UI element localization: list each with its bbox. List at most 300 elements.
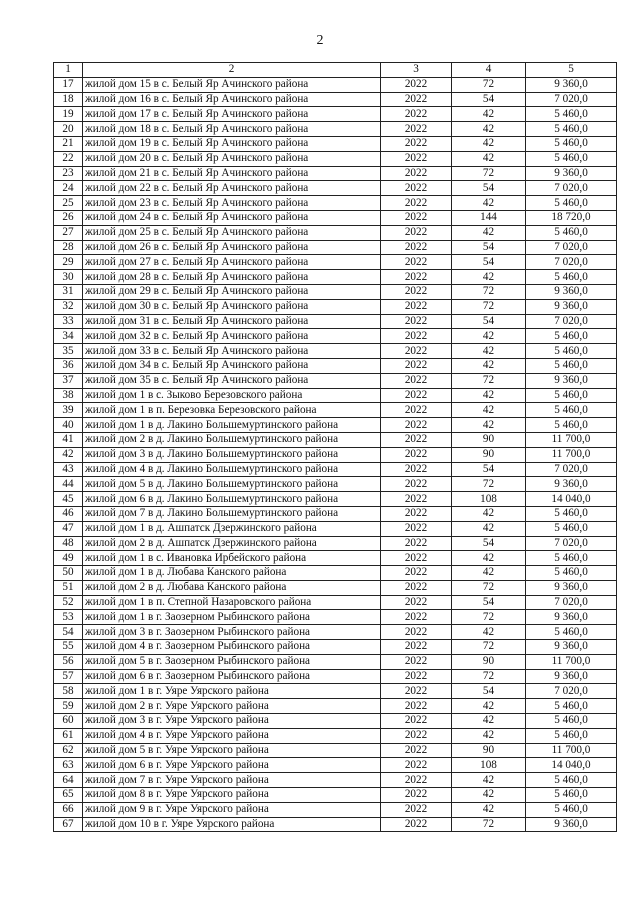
area-cell: 42	[452, 136, 526, 151]
row-number-cell: 38	[54, 388, 83, 403]
amount-cell: 5 460,0	[526, 388, 617, 403]
table-row	[54, 181, 617, 196]
row-number-cell: 20	[54, 122, 83, 137]
year-cell: 2022	[381, 151, 452, 166]
object-name-cell: жилой дом 19 в с. Белый Яр Ачинского района	[83, 136, 381, 151]
row-number-cell: 18	[54, 92, 83, 107]
object-name-cell: жилой дом 34 в с. Белый Яр Ачинского района	[83, 358, 381, 373]
year-cell: 2022	[381, 344, 452, 359]
amount-cell: 5 460,0	[526, 107, 617, 122]
amount-cell: 5 460,0	[526, 329, 617, 344]
amount-cell: 5 460,0	[526, 788, 617, 803]
object-name-cell: жилой дом 2 в д. Любава Канского района	[83, 580, 381, 595]
year-cell: 2022	[381, 566, 452, 581]
table-row	[54, 699, 617, 714]
area-cell: 54	[452, 536, 526, 551]
area-cell: 90	[452, 654, 526, 669]
table-row	[54, 255, 617, 270]
year-cell: 2022	[381, 77, 452, 92]
amount-cell: 9 360,0	[526, 299, 617, 314]
area-cell: 42	[452, 225, 526, 240]
amount-cell: 11 700,0	[526, 432, 617, 447]
row-number-cell: 67	[54, 817, 83, 832]
object-name-cell: жилой дом 9 в г. Уяре Уярского района	[83, 802, 381, 817]
row-number-cell: 25	[54, 196, 83, 211]
year-cell: 2022	[381, 225, 452, 240]
amount-cell: 9 360,0	[526, 477, 617, 492]
object-name-cell: жилой дом 6 в г. Заозерном Рыбинского района	[83, 669, 381, 684]
area-cell: 54	[452, 181, 526, 196]
table-row	[54, 284, 617, 299]
row-number-cell: 19	[54, 107, 83, 122]
row-number-cell: 65	[54, 788, 83, 803]
table-row	[54, 492, 617, 507]
amount-cell: 14 040,0	[526, 492, 617, 507]
object-name-cell: жилой дом 17 в с. Белый Яр Ачинского района	[83, 107, 381, 122]
area-cell: 72	[452, 77, 526, 92]
row-number-cell: 32	[54, 299, 83, 314]
amount-cell: 7 020,0	[526, 684, 617, 699]
amount-cell: 11 700,0	[526, 743, 617, 758]
amount-cell: 7 020,0	[526, 92, 617, 107]
year-cell: 2022	[381, 728, 452, 743]
table-row	[54, 447, 617, 462]
area-cell: 42	[452, 714, 526, 729]
amount-cell: 7 020,0	[526, 595, 617, 610]
row-number-cell: 36	[54, 358, 83, 373]
amount-cell: 9 360,0	[526, 580, 617, 595]
table-row	[54, 432, 617, 447]
amount-cell: 5 460,0	[526, 270, 617, 285]
table-row	[54, 817, 617, 832]
area-cell: 42	[452, 151, 526, 166]
object-name-cell: жилой дом 1 в д. Любава Канского района	[83, 566, 381, 581]
row-number-cell: 60	[54, 714, 83, 729]
object-name-cell: жилой дом 3 в г. Заозерном Рыбинского района	[83, 625, 381, 640]
amount-cell: 5 460,0	[526, 551, 617, 566]
amount-cell: 5 460,0	[526, 136, 617, 151]
area-cell: 90	[452, 743, 526, 758]
amount-cell: 18 720,0	[526, 210, 617, 225]
table-row	[54, 210, 617, 225]
area-cell: 108	[452, 758, 526, 773]
object-name-cell: жилой дом 25 в с. Белый Яр Ачинского района	[83, 225, 381, 240]
table-row	[54, 654, 617, 669]
table-row	[54, 196, 617, 211]
amount-cell: 5 460,0	[526, 699, 617, 714]
area-cell: 42	[452, 625, 526, 640]
row-number-cell: 53	[54, 610, 83, 625]
year-cell: 2022	[381, 210, 452, 225]
area-cell: 90	[452, 447, 526, 462]
amount-cell: 7 020,0	[526, 255, 617, 270]
table-row	[54, 107, 617, 122]
year-cell: 2022	[381, 580, 452, 595]
table-row	[54, 728, 617, 743]
object-name-cell: жилой дом 4 в г. Уяре Уярского района	[83, 728, 381, 743]
table-row	[54, 743, 617, 758]
table-row	[54, 240, 617, 255]
table-row	[54, 595, 617, 610]
row-number-cell: 31	[54, 284, 83, 299]
object-name-cell: жилой дом 1 в с. Ивановка Ирбейского района	[83, 551, 381, 566]
year-cell: 2022	[381, 447, 452, 462]
year-cell: 2022	[381, 640, 452, 655]
area-cell: 42	[452, 566, 526, 581]
year-cell: 2022	[381, 817, 452, 832]
row-number-cell: 24	[54, 181, 83, 196]
year-cell: 2022	[381, 314, 452, 329]
row-number-cell: 50	[54, 566, 83, 581]
row-number-cell: 45	[54, 492, 83, 507]
object-name-cell: жилой дом 8 в г. Уяре Уярского района	[83, 788, 381, 803]
object-name-cell: жилой дом 1 в с. Зыково Березовского района	[83, 388, 381, 403]
row-number-cell: 28	[54, 240, 83, 255]
table-row	[54, 802, 617, 817]
table-row	[54, 122, 617, 137]
amount-cell: 5 460,0	[526, 521, 617, 536]
year-cell: 2022	[381, 92, 452, 107]
table-row	[54, 329, 617, 344]
table-row	[54, 270, 617, 285]
year-cell: 2022	[381, 625, 452, 640]
year-cell: 2022	[381, 462, 452, 477]
table-row	[54, 625, 617, 640]
amount-cell: 7 020,0	[526, 181, 617, 196]
area-cell: 72	[452, 284, 526, 299]
table-row	[54, 418, 617, 433]
year-cell: 2022	[381, 284, 452, 299]
row-number-cell: 40	[54, 418, 83, 433]
object-name-cell: жилой дом 4 в д. Лакино Большемуртинского района	[83, 462, 381, 477]
table-row	[54, 92, 617, 107]
object-name-cell: жилой дом 1 в г. Уяре Уярского района	[83, 684, 381, 699]
amount-cell: 7 020,0	[526, 462, 617, 477]
area-cell: 42	[452, 802, 526, 817]
amount-cell: 5 460,0	[526, 566, 617, 581]
row-number-cell: 30	[54, 270, 83, 285]
object-name-cell: жилой дом 29 в с. Белый Яр Ачинского района	[83, 284, 381, 299]
object-name-cell: жилой дом 2 в д. Лакино Большемуртинского района	[83, 432, 381, 447]
object-name-cell: жилой дом 32 в с. Белый Яр Ачинского района	[83, 329, 381, 344]
row-number-cell: 27	[54, 225, 83, 240]
amount-cell: 9 360,0	[526, 610, 617, 625]
header-cell-number: 1	[54, 63, 83, 78]
year-cell: 2022	[381, 551, 452, 566]
area-cell: 42	[452, 551, 526, 566]
table-row	[54, 388, 617, 403]
amount-cell: 5 460,0	[526, 728, 617, 743]
table-row	[54, 640, 617, 655]
row-number-cell: 39	[54, 403, 83, 418]
table-row	[54, 506, 617, 521]
area-cell: 42	[452, 344, 526, 359]
table-row	[54, 299, 617, 314]
table-row	[54, 344, 617, 359]
table-row	[54, 136, 617, 151]
area-cell: 42	[452, 788, 526, 803]
row-number-cell: 47	[54, 521, 83, 536]
object-name-cell: жилой дом 23 в с. Белый Яр Ачинского района	[83, 196, 381, 211]
area-cell: 72	[452, 477, 526, 492]
year-cell: 2022	[381, 388, 452, 403]
area-cell: 72	[452, 166, 526, 181]
object-name-cell: жилой дом 33 в с. Белый Яр Ачинского района	[83, 344, 381, 359]
year-cell: 2022	[381, 758, 452, 773]
year-cell: 2022	[381, 166, 452, 181]
row-number-cell: 34	[54, 329, 83, 344]
year-cell: 2022	[381, 107, 452, 122]
table-header-row	[54, 63, 617, 78]
objects-table	[53, 62, 617, 832]
row-number-cell: 57	[54, 669, 83, 684]
row-number-cell: 54	[54, 625, 83, 640]
area-cell: 42	[452, 329, 526, 344]
year-cell: 2022	[381, 773, 452, 788]
area-cell: 42	[452, 506, 526, 521]
area-cell: 72	[452, 610, 526, 625]
year-cell: 2022	[381, 684, 452, 699]
area-cell: 42	[452, 521, 526, 536]
table-row	[54, 151, 617, 166]
row-number-cell: 64	[54, 773, 83, 788]
amount-cell: 5 460,0	[526, 151, 617, 166]
year-cell: 2022	[381, 788, 452, 803]
object-name-cell: жилой дом 7 в д. Лакино Большемуртинского района	[83, 506, 381, 521]
row-number-cell: 66	[54, 802, 83, 817]
amount-cell: 5 460,0	[526, 225, 617, 240]
year-cell: 2022	[381, 714, 452, 729]
year-cell: 2022	[381, 122, 452, 137]
object-name-cell: жилой дом 20 в с. Белый Яр Ачинского района	[83, 151, 381, 166]
year-cell: 2022	[381, 432, 452, 447]
amount-cell: 7 020,0	[526, 314, 617, 329]
object-name-cell: жилой дом 2 в д. Ашпатск Дзержинского района	[83, 536, 381, 551]
year-cell: 2022	[381, 358, 452, 373]
amount-cell: 9 360,0	[526, 166, 617, 181]
object-name-cell: жилой дом 3 в г. Уяре Уярского района	[83, 714, 381, 729]
table-row	[54, 566, 617, 581]
row-number-cell: 37	[54, 373, 83, 388]
row-number-cell: 26	[54, 210, 83, 225]
row-number-cell: 63	[54, 758, 83, 773]
year-cell: 2022	[381, 492, 452, 507]
header-cell-name: 2	[83, 63, 381, 78]
area-cell: 72	[452, 580, 526, 595]
object-name-cell: жилой дом 18 в с. Белый Яр Ачинского района	[83, 122, 381, 137]
object-name-cell: жилой дом 28 в с. Белый Яр Ачинского района	[83, 270, 381, 285]
object-name-cell: жилой дом 6 в д. Лакино Большемуртинского района	[83, 492, 381, 507]
row-number-cell: 23	[54, 166, 83, 181]
year-cell: 2022	[381, 669, 452, 684]
page-number: 2	[316, 33, 324, 48]
object-name-cell: жилой дом 22 в с. Белый Яр Ачинского района	[83, 181, 381, 196]
table-row	[54, 403, 617, 418]
row-number-cell: 21	[54, 136, 83, 151]
year-cell: 2022	[381, 477, 452, 492]
area-cell: 54	[452, 240, 526, 255]
object-name-cell: жилой дом 5 в г. Заозерном Рыбинского района	[83, 654, 381, 669]
amount-cell: 5 460,0	[526, 418, 617, 433]
area-cell: 42	[452, 107, 526, 122]
object-name-cell: жилой дом 1 в п. Степной Назаровского района	[83, 595, 381, 610]
object-name-cell: жилой дом 16 в с. Белый Яр Ачинского района	[83, 92, 381, 107]
amount-cell: 11 700,0	[526, 447, 617, 462]
table-row	[54, 358, 617, 373]
object-name-cell: жилой дом 31 в с. Белый Яр Ачинского района	[83, 314, 381, 329]
row-number-cell: 49	[54, 551, 83, 566]
table-row	[54, 462, 617, 477]
amount-cell: 5 460,0	[526, 122, 617, 137]
year-cell: 2022	[381, 240, 452, 255]
row-number-cell: 56	[54, 654, 83, 669]
area-cell: 54	[452, 92, 526, 107]
object-name-cell: жилой дом 35 в с. Белый Яр Ачинского района	[83, 373, 381, 388]
amount-cell: 5 460,0	[526, 196, 617, 211]
area-cell: 42	[452, 403, 526, 418]
area-cell: 42	[452, 122, 526, 137]
row-number-cell: 59	[54, 699, 83, 714]
amount-cell: 9 360,0	[526, 284, 617, 299]
row-number-cell: 44	[54, 477, 83, 492]
year-cell: 2022	[381, 610, 452, 625]
table-row	[54, 166, 617, 181]
year-cell: 2022	[381, 654, 452, 669]
object-name-cell: жилой дом 24 в с. Белый Яр Ачинского района	[83, 210, 381, 225]
amount-cell: 5 460,0	[526, 358, 617, 373]
amount-cell: 5 460,0	[526, 802, 617, 817]
year-cell: 2022	[381, 270, 452, 285]
row-number-cell: 51	[54, 580, 83, 595]
object-name-cell: жилой дом 26 в с. Белый Яр Ачинского района	[83, 240, 381, 255]
table-row	[54, 714, 617, 729]
amount-cell: 9 360,0	[526, 77, 617, 92]
table-row	[54, 536, 617, 551]
year-cell: 2022	[381, 536, 452, 551]
area-cell: 72	[452, 817, 526, 832]
object-name-cell: жилой дом 1 в п. Березовка Березовского района	[83, 403, 381, 418]
header-cell-year: 3	[381, 63, 452, 78]
area-cell: 72	[452, 640, 526, 655]
object-name-cell: жилой дом 5 в г. Уяре Уярского района	[83, 743, 381, 758]
table-row	[54, 610, 617, 625]
amount-cell: 7 020,0	[526, 536, 617, 551]
year-cell: 2022	[381, 418, 452, 433]
object-name-cell: жилой дом 1 в д. Ашпатск Дзержинского района	[83, 521, 381, 536]
amount-cell: 11 700,0	[526, 654, 617, 669]
row-number-cell: 43	[54, 462, 83, 477]
object-name-cell: жилой дом 21 в с. Белый Яр Ачинского района	[83, 166, 381, 181]
table-row	[54, 684, 617, 699]
year-cell: 2022	[381, 521, 452, 536]
area-cell: 54	[452, 314, 526, 329]
area-cell: 72	[452, 373, 526, 388]
table-row	[54, 773, 617, 788]
amount-cell: 9 360,0	[526, 640, 617, 655]
object-name-cell: жилой дом 10 в г. Уяре Уярского района	[83, 817, 381, 832]
table-body	[54, 77, 617, 832]
object-name-cell: жилой дом 6 в г. Уяре Уярского района	[83, 758, 381, 773]
row-number-cell: 22	[54, 151, 83, 166]
amount-cell: 5 460,0	[526, 506, 617, 521]
amount-cell: 9 360,0	[526, 373, 617, 388]
area-cell: 144	[452, 210, 526, 225]
table-row	[54, 669, 617, 684]
area-cell: 42	[452, 418, 526, 433]
area-cell: 54	[452, 684, 526, 699]
object-name-cell: жилой дом 5 в д. Лакино Большемуртинского района	[83, 477, 381, 492]
year-cell: 2022	[381, 329, 452, 344]
row-number-cell: 42	[54, 447, 83, 462]
area-cell: 42	[452, 196, 526, 211]
year-cell: 2022	[381, 699, 452, 714]
row-number-cell: 48	[54, 536, 83, 551]
table-row	[54, 521, 617, 536]
row-number-cell: 61	[54, 728, 83, 743]
area-cell: 108	[452, 492, 526, 507]
year-cell: 2022	[381, 403, 452, 418]
object-name-cell: жилой дом 1 в г. Заозерном Рыбинского района	[83, 610, 381, 625]
area-cell: 42	[452, 358, 526, 373]
object-name-cell: жилой дом 30 в с. Белый Яр Ачинского района	[83, 299, 381, 314]
table-row	[54, 758, 617, 773]
row-number-cell: 29	[54, 255, 83, 270]
row-number-cell: 46	[54, 506, 83, 521]
area-cell: 42	[452, 728, 526, 743]
area-cell: 42	[452, 388, 526, 403]
object-name-cell: жилой дом 4 в г. Заозерном Рыбинского района	[83, 640, 381, 655]
area-cell: 42	[452, 773, 526, 788]
row-number-cell: 35	[54, 344, 83, 359]
amount-cell: 5 460,0	[526, 403, 617, 418]
area-cell: 54	[452, 255, 526, 270]
table-row	[54, 788, 617, 803]
area-cell: 54	[452, 462, 526, 477]
amount-cell: 5 460,0	[526, 714, 617, 729]
row-number-cell: 33	[54, 314, 83, 329]
area-cell: 72	[452, 669, 526, 684]
year-cell: 2022	[381, 373, 452, 388]
header-cell-area: 4	[452, 63, 526, 78]
row-number-cell: 52	[54, 595, 83, 610]
area-cell: 42	[452, 699, 526, 714]
table-row	[54, 373, 617, 388]
amount-cell: 5 460,0	[526, 625, 617, 640]
area-cell: 54	[452, 595, 526, 610]
year-cell: 2022	[381, 595, 452, 610]
year-cell: 2022	[381, 506, 452, 521]
area-cell: 72	[452, 299, 526, 314]
row-number-cell: 55	[54, 640, 83, 655]
object-name-cell: жилой дом 2 в г. Уяре Уярского района	[83, 699, 381, 714]
amount-cell: 7 020,0	[526, 240, 617, 255]
object-name-cell: жилой дом 27 в с. Белый Яр Ачинского района	[83, 255, 381, 270]
area-cell: 90	[452, 432, 526, 447]
amount-cell: 5 460,0	[526, 344, 617, 359]
amount-cell: 9 360,0	[526, 669, 617, 684]
row-number-cell: 62	[54, 743, 83, 758]
year-cell: 2022	[381, 181, 452, 196]
table-row	[54, 551, 617, 566]
year-cell: 2022	[381, 802, 452, 817]
year-cell: 2022	[381, 299, 452, 314]
table-row	[54, 77, 617, 92]
table-row	[54, 225, 617, 240]
row-number-cell: 41	[54, 432, 83, 447]
table-row	[54, 314, 617, 329]
area-cell: 42	[452, 270, 526, 285]
year-cell: 2022	[381, 136, 452, 151]
